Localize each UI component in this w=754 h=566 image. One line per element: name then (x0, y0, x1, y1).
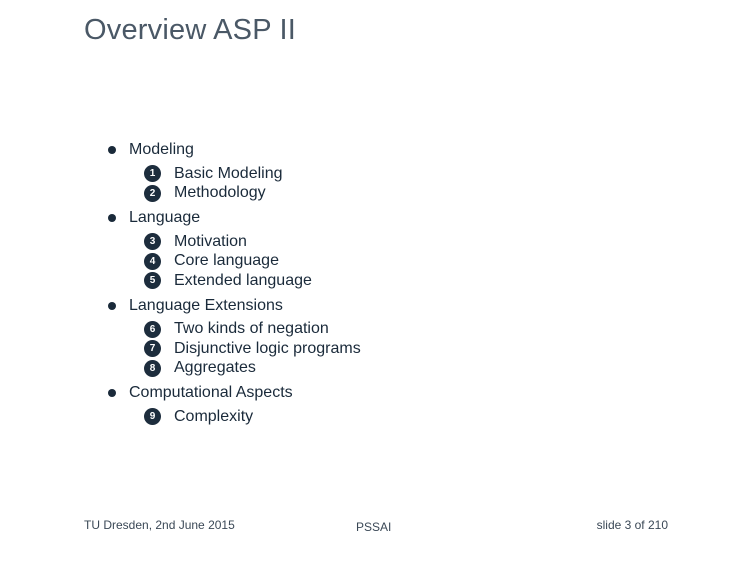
outline-section-modeling (105, 140, 665, 203)
outline-item-label: Methodology (174, 184, 266, 202)
outline-item (144, 359, 665, 379)
outline-item-label: Core language (174, 252, 279, 270)
outline-item (144, 339, 665, 359)
section-heading-label: Modeling (129, 141, 194, 158)
outline-item (144, 184, 665, 204)
section-items (105, 320, 665, 379)
outline-item-label: Disjunctive logic programs (174, 339, 361, 357)
bullet-icon (108, 302, 116, 310)
section-heading (105, 208, 665, 228)
number-badge-icon: 5 (144, 272, 161, 289)
outline-item-label: Two kinds of negation (174, 320, 329, 338)
outline-item (144, 232, 665, 252)
section-heading-label: Language (129, 209, 201, 226)
footer-institution-date: TU Dresden, 2nd June 2015 (84, 518, 235, 532)
outline-section-language-extensions (105, 296, 665, 379)
outline-item-label: Basic Modeling (174, 164, 283, 182)
outline-item (144, 320, 665, 340)
number-badge-icon: 8 (144, 360, 161, 377)
outline-item-label: Complexity (174, 407, 254, 425)
slide-title: Overview ASP II (84, 14, 296, 46)
section-heading-label: Language Extensions (129, 296, 283, 314)
outline-item (144, 252, 665, 272)
outline-list (105, 140, 665, 427)
bullet-icon (108, 389, 116, 397)
number-badge-icon: 7 (144, 340, 161, 357)
section-items (105, 232, 665, 291)
outline-item-label: Aggregates (174, 359, 256, 377)
footer-slide-counter: slide 3 of 210 (596, 518, 668, 532)
number-badge-icon: 6 (144, 321, 161, 338)
bullet-icon (108, 146, 116, 154)
section-heading-label: Computational Aspects (129, 384, 293, 401)
outline-section-language (105, 208, 665, 291)
number-badge-icon: 2 (144, 185, 161, 202)
outline-item-label: Extended language (174, 271, 312, 289)
outline-item (144, 271, 665, 291)
number-badge-icon: 3 (144, 233, 161, 250)
number-badge-icon: 4 (144, 253, 161, 270)
footer-course: PSSAI (356, 520, 392, 534)
section-items (105, 407, 665, 427)
section-heading (105, 383, 665, 403)
number-badge-icon: 1 (144, 165, 161, 182)
outline-item-label: Motivation (174, 232, 247, 250)
outline-section-computational-aspects (105, 383, 665, 427)
section-heading (105, 140, 665, 160)
bullet-icon (108, 214, 116, 222)
outline-item (144, 164, 665, 184)
section-heading (105, 296, 665, 316)
outline-item (144, 407, 665, 427)
number-badge-icon: 9 (144, 408, 161, 425)
section-items (105, 164, 665, 203)
